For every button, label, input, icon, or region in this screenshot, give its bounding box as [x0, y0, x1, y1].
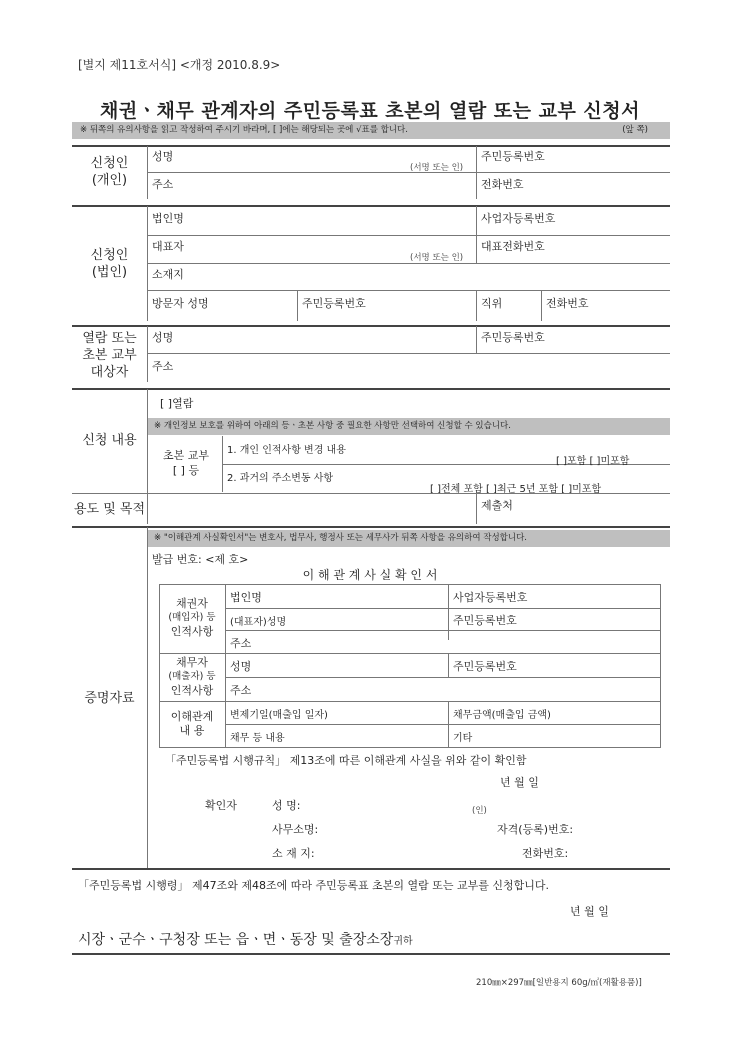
issue-checkbox[interactable]: [ ] 등 [172, 464, 200, 477]
due-date-label: 변제기일(매출입 일자) [230, 710, 328, 721]
cert-title: 이 해 관 계 사 실 확 인 서 [302, 568, 438, 582]
evidence-section-label: 증명자료 [84, 691, 135, 706]
creditor-rep-label: (대표자)성명 [230, 617, 287, 628]
notice-text: ※ 뒤쪽의 유의사항을 읽고 작성하여 주시기 바라며, [ ]에는 해당되는 곳에 √표를 합니다. [80, 125, 408, 135]
visitor-name-label: 방문자 성명 [152, 297, 209, 310]
subject-resident-no-label: 주민등록번호 [481, 331, 545, 344]
visitor-resident-no-label: 주민등록번호 [302, 297, 366, 310]
debt-amount-label: 채무금액(매출입 금액) [453, 710, 551, 721]
individual-resident-no-label: 주민등록번호 [481, 150, 545, 163]
confirmer-label: 확인자 [205, 799, 237, 812]
confirm-statement: 「주민등록법 시행규칙」 제13조에 따른 이해관계 사실을 위와 같이 확인함 [165, 754, 527, 767]
debtor-label: 채무자 (매출자) 등 인적사항 [168, 656, 216, 697]
debtor-addr-label: 주소 [230, 684, 252, 697]
item1-label: 1. 개인 인적사항 변경 내용 [227, 445, 346, 456]
individual-name-label: 성명 [152, 150, 174, 163]
application-date: 년 월 일 [570, 905, 609, 918]
notice-bar [72, 122, 670, 139]
item2-options[interactable]: [ ]전체 포함 [ ]최근 5년 포함 [ ]미포함 [430, 484, 602, 495]
privacy-note: ※ 개인정보 보호를 위하여 아래의 등ㆍ초본 사항 중 필요한 사항만 선택하여 신청할 수 있습니다. [148, 418, 670, 435]
debtor-resno-label: 주민등록번호 [453, 660, 517, 673]
subject-section-label: 열람 또는 초본 교부 대상자 [82, 331, 137, 380]
individual-phone-label: 전화번호 [481, 178, 524, 191]
confirmer-phone-label: 전화번호: [522, 847, 569, 860]
view-checkbox[interactable]: [ ]열람 [160, 397, 194, 410]
paper-spec: 210㎜×297㎜[일반용지 60g/㎡(재활용품)] [476, 978, 642, 988]
debtor-name-label: 성명 [230, 660, 252, 673]
subject-address-label: 주소 [152, 360, 174, 373]
corp-sign-note: (서명 또는 인) [410, 253, 464, 263]
confirm-date: 년 월 일 [500, 776, 539, 789]
subject-name-label: 성명 [152, 331, 174, 344]
creditor-biz-label: 사업자등록번호 [453, 591, 528, 604]
visitor-phone-label: 전화번호 [546, 297, 589, 310]
request-section-label: 신청 내용 [82, 433, 137, 448]
interest-label: 이해관계 내 용 [170, 710, 214, 737]
biz-no-label: 사업자등록번호 [481, 212, 556, 225]
individual-address-label: 주소 [152, 178, 174, 191]
location-label: 소재지 [152, 268, 184, 281]
rep-phone-label: 대표전화번호 [481, 240, 545, 253]
notice-side: (앞 쪽) [622, 125, 648, 135]
confirmer-office-label: 사무소명: [272, 823, 319, 836]
creditor-addr-label: 주소 [230, 637, 252, 650]
addressee: 시장ㆍ군수ㆍ구청장 또는 읍ㆍ면ㆍ동장 및 출장소장귀하 [78, 932, 413, 948]
item2-label: 2. 과거의 주소변동 사항 [227, 473, 334, 484]
position-label: 직위 [481, 297, 503, 310]
corp-name-label: 법인명 [152, 212, 184, 225]
creditor-label: 채권자 (매입자) 등 인적사항 [168, 597, 216, 638]
application-statement: 「주민등록법 시행령」 제47조와 제48조에 따라 주민등록표 초본의 열람 또는 교부를 신청합니다. [78, 879, 549, 892]
creditor-corp-label: 법인명 [230, 591, 262, 604]
individual-section-label: 신청인 (개인) [90, 156, 129, 188]
confirmer-location-label: 소 재 지: [272, 847, 315, 860]
form-title: 채권ㆍ채무 관계자의 주민등록표 초본의 열람 또는 교부 신청서 [99, 100, 640, 122]
form-number: [별지 제11호서식] <개정 2010.8.9> [78, 58, 281, 72]
issue-label: 초본 교부 [ ] 등 [150, 448, 222, 478]
confirmer-seal: (인) [472, 806, 487, 816]
etc-label: 기타 [453, 733, 473, 744]
confirmer-name-label: 성 명: [272, 799, 301, 812]
item1-options[interactable]: [ ]포함 [ ]미포함 [556, 456, 630, 467]
submit-to-label: 제출처 [481, 499, 513, 512]
rep-label: 대표자 [152, 240, 184, 253]
debt-content-label: 채무 등 내용 [230, 733, 285, 744]
individual-sign-note: (서명 또는 인) [410, 163, 464, 173]
corporate-section-label: 신청인 (법인) [90, 248, 129, 280]
issue-number: 발급 번호: <제 호> [152, 553, 249, 566]
confirmer-qualification-label: 자격(등록)번호: [497, 823, 574, 836]
purpose-label: 용도 및 목적 [73, 502, 146, 517]
creditor-resno-label: 주민등록번호 [453, 614, 517, 627]
evidence-note: ※ "이해관계 사실확인서"는 변호사, 법무사, 행정사 또는 세무사가 뒤쪽 사항을 유의하여 작성합니다. [148, 530, 670, 547]
